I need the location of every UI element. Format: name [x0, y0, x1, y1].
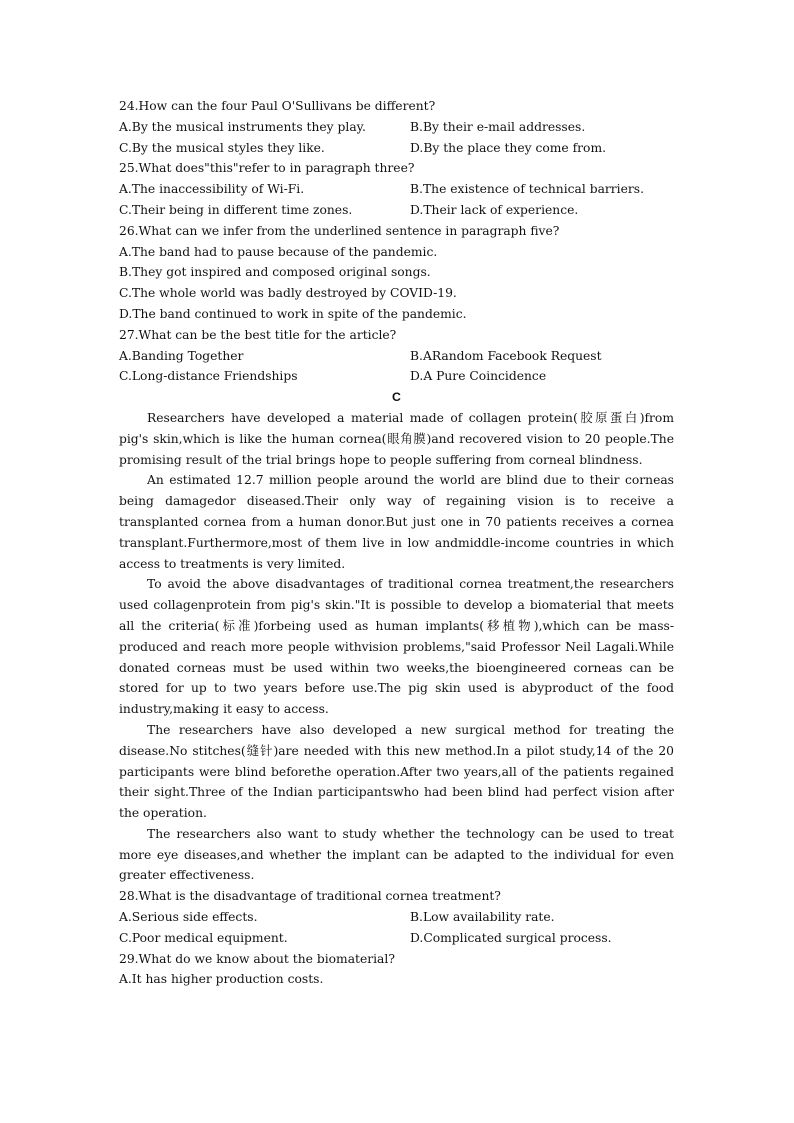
question-28-option-d: D.Complicated surgical process. [410, 930, 612, 945]
question-28-option-b: B.Low availability rate. [410, 910, 555, 925]
passage-paragraph-1: Researchers have developed a material made of collagen protein(胶原蛋白)from pig's skin,which is like the human cornea(眼角膜)and recovered vision to 20 people.The promising result of the trial brings hope to people suffering from corneal blindness. [119, 410, 674, 467]
question-25-option-a: A.The inaccessibility of Wi-Fi. [119, 182, 305, 197]
exam-page [119, 96, 674, 990]
section-c-heading: C [392, 390, 401, 405]
question-29-stem: 29.What do we know about the biomaterial? [119, 951, 395, 966]
question-28-options-ab [119, 907, 674, 928]
passage-paragraph-4: The researchers have also developed a new surgical method for treating the disease.No stitches(缝针)are needed with this new method.In a pilot study,14 of the 20 participants were blind beforethe operation.After two years,all of the patients regained their sight.Three of the Indian participantswho had been blind had perfect vision after the operation. [119, 722, 674, 821]
question-28-option-c: C.Poor medical equipment. [119, 930, 288, 945]
question-26-stem: 26.What can we infer from the underlined sentence in paragraph five? [119, 223, 560, 238]
question-27-option-d: D.A Pure Coincidence [410, 369, 547, 384]
question-25-option-b: B.The existence of technical barriers. [410, 182, 644, 197]
question-28-option-a: A.Serious side effects. [119, 910, 258, 925]
question-25-options-ab [119, 179, 674, 200]
question-24-options-ab [119, 117, 674, 138]
question-26-option-d: D.The band continued to work in spite of the pandemic. [119, 306, 467, 321]
passage-paragraph-5: The researchers also want to study whether the technology can be used to treat more eye diseases,and whether the implant can be adapted to the individual for even greater effectiveness. [119, 826, 674, 883]
question-27-options-cd [119, 366, 674, 387]
question-26-option-b: B.They got inspired and composed original songs. [119, 265, 431, 280]
question-26-option-a: A.The band had to pause because of the pandemic. [119, 244, 438, 259]
question-27-option-a: A.Banding Together [119, 348, 244, 363]
question-27-option-c: C.Long-distance Friendships [119, 369, 298, 384]
question-25-stem: 25.What does"this"refer to in paragraph three? [119, 161, 415, 176]
question-29-option-a: A.It has higher production costs. [119, 972, 324, 987]
passage-paragraph-2: An estimated 12.7 million people around the world are blind due to their corneas being damagedor diseased.Their only way of regaining vision is to receive a transplanted cornea from a human donor.But just one in 70 patients receives a cornea transplant.Furthermore,most of them live in low andmiddle-income countries in which access to treatments is very limited. [119, 473, 674, 571]
question-28-stem: 28.What is the disadvantage of traditional cornea treatment? [119, 889, 501, 904]
passage-paragraph-3: To avoid the above disadvantages of traditional cornea treatment,the researchers used collagenprotein from pig's skin."It is possible to develop a biomaterial that meets all the criteria(标准)forbeing used as human implants(移植物),which can be mass-produced and reach more people withvision problems,"said Professor Neil Lagali.While donated corneas must be used within two weeks,the bioengineered corneas can be stored for up to two years before use.The pig skin used is abyproduct of the food industry,making it easy to access. [119, 577, 674, 717]
question-25-options-cd [119, 200, 674, 221]
question-26-option-c: C.The whole world was badly destroyed by COVID-19. [119, 286, 457, 301]
question-27-options-ab [119, 346, 674, 367]
question-24-option-b: B.By their e-mail addresses. [410, 119, 586, 134]
question-27-option-b: B.ARandom Facebook Request [410, 348, 602, 363]
question-27-stem: 27.What can be the best title for the article? [119, 327, 397, 342]
question-24-option-d: D.By the place they come from. [410, 140, 607, 155]
question-24-stem: 24.How can the four Paul O'Sullivans be different? [119, 99, 436, 113]
question-24-option-a: A.By the musical instruments they play. [119, 119, 366, 134]
question-24-options-cd [119, 138, 674, 159]
question-28-options-cd [119, 928, 674, 949]
question-24-option-c: C.By the musical styles they like. [119, 140, 325, 155]
question-25-option-c: C.Their being in different time zones. [119, 202, 353, 217]
question-25-option-d: D.Their lack of experience. [410, 202, 579, 217]
